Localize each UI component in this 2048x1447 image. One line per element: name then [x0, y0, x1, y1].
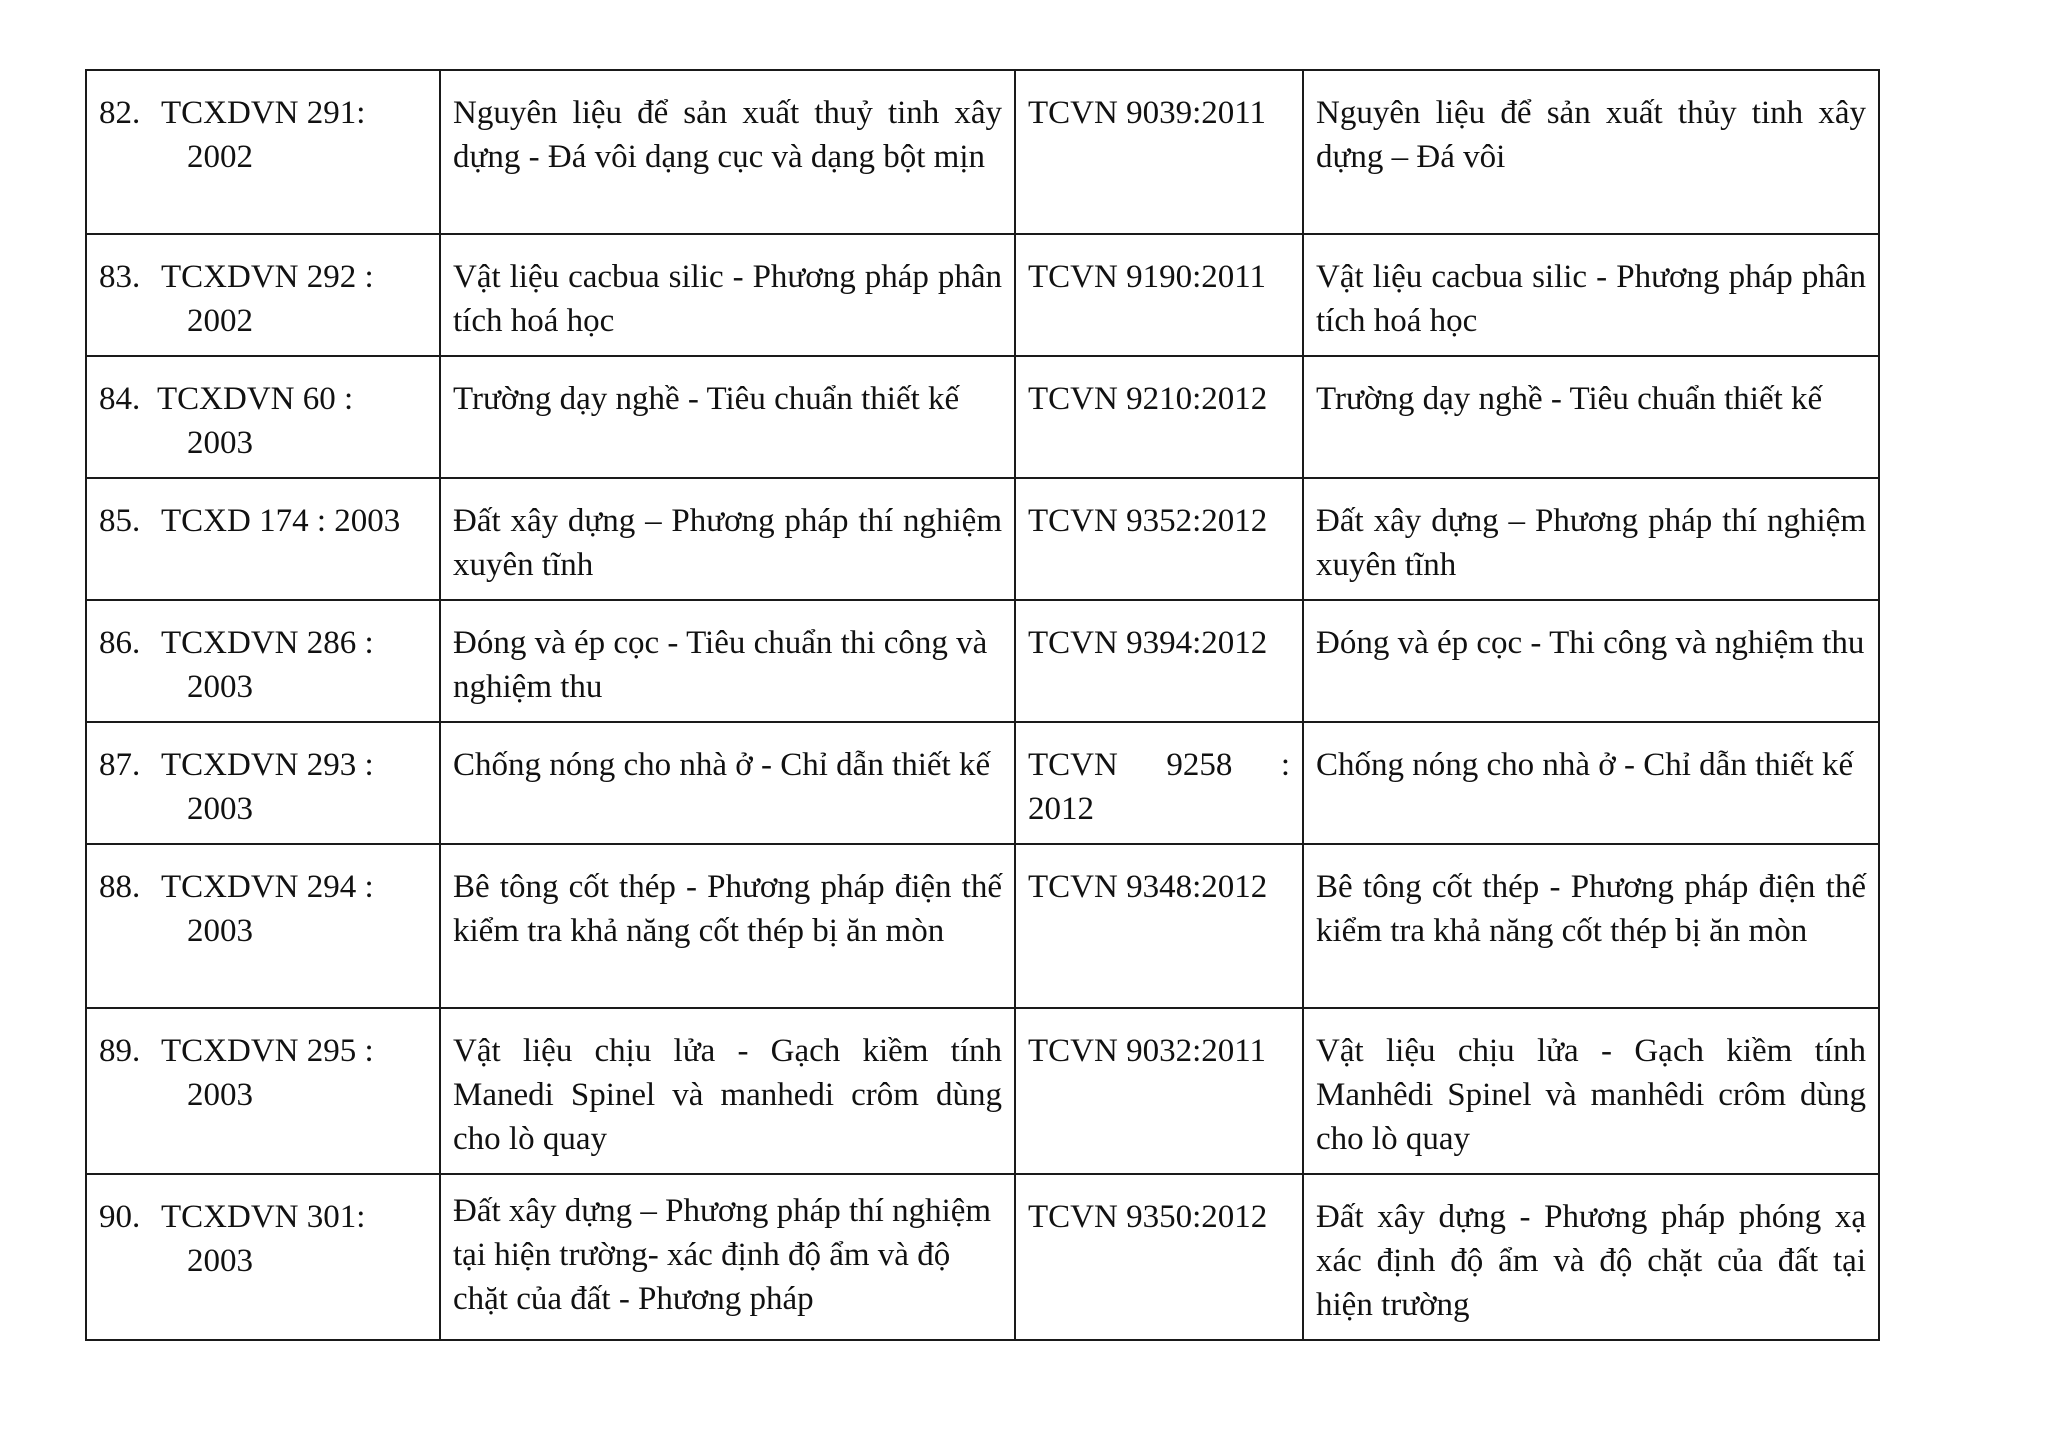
- row-number: 84.: [99, 381, 141, 417]
- old-code-cell: [86, 478, 440, 600]
- standards-conversion-table: [85, 69, 1880, 1341]
- new-code-cell: TCVN 9039:2011: [1015, 70, 1303, 234]
- old-code-cell: [86, 1174, 440, 1340]
- new-title-cell: Đất xây dựng – Phương pháp thí nghiệm xuyên tĩnh: [1303, 478, 1879, 600]
- table-row: [86, 1174, 1879, 1340]
- old-title-cell: Bê tông cốt thép - Phương pháp điện thế kiểm tra khả năng cốt thép bị ăn mòn: [440, 844, 1015, 1008]
- old-code-part2: 2003: [187, 669, 253, 705]
- table-row: [86, 722, 1879, 844]
- old-code-part1: TCXDVN 301:: [161, 1199, 366, 1235]
- old-title-cell: Đóng và ép cọc - Tiêu chuẩn thi công và nghiệm thu: [440, 600, 1015, 722]
- new-title-cell: Đất xây dựng - Phương pháp phóng xạ xác định độ ẩm và độ chặt của đất tại hiện trường: [1303, 1174, 1879, 1340]
- new-code-year: 2012: [1028, 791, 1094, 827]
- table-row: [86, 478, 1879, 600]
- table-row: [86, 234, 1879, 356]
- old-code-part2: 2002: [187, 139, 253, 175]
- new-code-cell: TCVN 9210:2012: [1015, 356, 1303, 478]
- old-code-cell: [86, 70, 440, 234]
- old-title-cell: Trường dạy nghề - Tiêu chuẩn thiết kế: [440, 356, 1015, 478]
- new-code-cell: TCVN 9190:2011: [1015, 234, 1303, 356]
- old-code-cell: [86, 234, 440, 356]
- old-title-cell: Vật liệu cacbua silic - Phương pháp phân tích hoá học: [440, 234, 1015, 356]
- table-row: [86, 356, 1879, 478]
- old-code-part1: TCXDVN 292 :: [161, 259, 374, 295]
- old-code-cell: [86, 1008, 440, 1174]
- table-row: [86, 1008, 1879, 1174]
- row-number: 87.: [99, 747, 141, 783]
- new-code-cell: TCVN 9352:2012: [1015, 478, 1303, 600]
- old-code-part1: TCXDVN 293 :: [161, 747, 374, 783]
- row-number: 90.: [99, 1199, 141, 1235]
- old-code-part1: TCXDVN 286 :: [161, 625, 374, 661]
- new-title-cell: Nguyên liệu để sản xuất thủy tinh xây dựng – Đá vôi: [1303, 70, 1879, 234]
- row-number: 88.: [99, 869, 141, 905]
- row-number: 89.: [99, 1033, 141, 1069]
- new-code-colon: :: [1280, 747, 1290, 783]
- table-row: [86, 844, 1879, 1008]
- old-title-cell: Vật liệu chịu lửa - Gạch kiềm tính Manedi Spinel và manhedi crôm dùng cho lò quay: [440, 1008, 1015, 1174]
- old-code-part2: 2003: [187, 913, 253, 949]
- old-code-part2: 2003: [187, 791, 253, 827]
- new-title-cell: Bê tông cốt thép - Phương pháp điện thế kiểm tra khả năng cốt thép bị ăn mòn: [1303, 844, 1879, 1008]
- old-code-part1: TCXD 174 : 2003: [161, 503, 401, 539]
- new-code-cell: TCVN 9394:2012: [1015, 600, 1303, 722]
- old-code-part1: TCXDVN 294 :: [161, 869, 374, 905]
- new-code-prefix: TCVN: [1028, 747, 1118, 783]
- new-title-cell: Chống nóng cho nhà ở - Chỉ dẫn thiết kế: [1303, 722, 1879, 844]
- row-number: 85.: [99, 503, 141, 539]
- old-code-cell: [86, 600, 440, 722]
- new-title-cell: Vật liệu cacbua silic - Phương pháp phân tích hoá học: [1303, 234, 1879, 356]
- new-code-cell: TCVN 9350:2012: [1015, 1174, 1303, 1340]
- old-code-part2: 2002: [187, 303, 253, 339]
- new-code-cell: TCVN 9032:2011: [1015, 1008, 1303, 1174]
- new-title-cell: Vật liệu chịu lửa - Gạch kiềm tính Manhêdi Spinel và manhêdi crôm dùng cho lò quay: [1303, 1008, 1879, 1174]
- row-number: 82.: [99, 95, 141, 131]
- old-code-part1: TCXDVN 295 :: [161, 1033, 374, 1069]
- new-code-number: 9258: [1166, 747, 1233, 783]
- old-code-cell: [86, 722, 440, 844]
- old-title-cell: Nguyên liệu để sản xuất thuỷ tinh xây dựng - Đá vôi dạng cục và dạng bột mịn: [440, 70, 1015, 234]
- new-title-cell: Đóng và ép cọc - Thi công và nghiệm thu: [1303, 600, 1879, 722]
- old-code-part1: TCXDVN 60 :: [157, 381, 354, 417]
- old-title-cell: Đất xây dựng – Phương pháp thí nghiệm xuyên tĩnh: [440, 478, 1015, 600]
- table-row: [86, 600, 1879, 722]
- new-title-cell: Trường dạy nghề - Tiêu chuẩn thiết kế: [1303, 356, 1879, 478]
- old-code-cell: [86, 844, 440, 1008]
- old-code-part2: 2003: [187, 1077, 253, 1113]
- old-code-part2: 2003: [187, 425, 253, 461]
- table-row: [86, 70, 1879, 234]
- old-code-part2: 2003: [187, 1243, 253, 1279]
- row-number: 86.: [99, 625, 141, 661]
- old-title-cell: Đất xây dựng – Phương pháp thí nghiệm tại hiện trường- xác định độ ẩm và độ chặt của đất - Phương pháp: [440, 1174, 1015, 1340]
- new-code-cell: [1015, 722, 1303, 844]
- old-title-cell: Chống nóng cho nhà ở - Chỉ dẫn thiết kế: [440, 722, 1015, 844]
- old-code-part1: TCXDVN 291:: [161, 95, 366, 131]
- old-code-cell: [86, 356, 440, 478]
- row-number: 83.: [99, 259, 141, 295]
- new-code-cell: TCVN 9348:2012: [1015, 844, 1303, 1008]
